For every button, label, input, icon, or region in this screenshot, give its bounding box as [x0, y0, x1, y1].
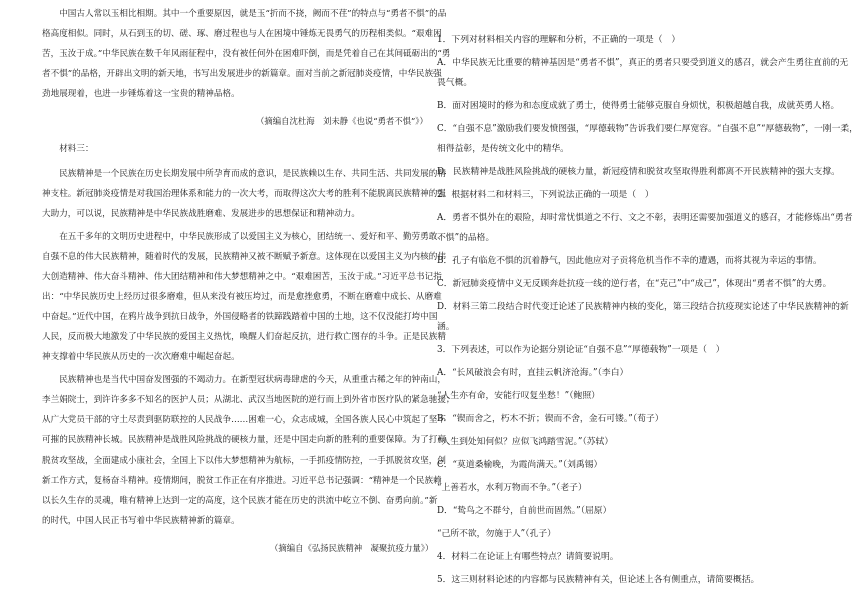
text-line: 中奋起。”近代中国，在鸦片战争到抗日战争，外国侵略者的铁蹄践踏着中国的土地，这不仅没能打垮中国: [42, 312, 438, 322]
answer-option: D．民族精神是战胜风险挑战的硬核力量，新冠疫情和脱贫攻坚取得胜利都离不开民族精神的强大支撑。: [437, 167, 840, 177]
answer-option: “人生到处知何似？应似飞鸿踏雪泥。”（苏轼）: [437, 437, 614, 447]
answer-option: A．勇者不惧外在的艰险，却时常忧惧道之不行、文之不彰，表明还需要加强道义的感召，才能修炼出“勇者: [437, 213, 853, 223]
answer-option: B．面对困境时的修为和态度成就了勇士，使得勇士能够克服自身烦忧，积极超越自我，成就英勇人格。: [437, 101, 840, 111]
answer-option: 不惧”的品格。: [437, 233, 495, 243]
answer-option: 涵。: [437, 322, 455, 332]
text-line: 民族精神也是当代中国奋发图强的不竭动力。在新型冠状病毒肆虐的今天，从重重古稀之年的钟南山，: [42, 375, 446, 385]
answer-option: B．“锲而舍之，朽木不折；锲而不舍，金石可镂。”（荀子）: [437, 414, 664, 424]
text-line: 出：“中华民族历史上经历过很多磨难，但从来没有被压垮过，而是愈挫愈勇，不断在磨难中成长、从磨难: [42, 292, 442, 302]
text-line: 自强不息的伟大民族精神，随着时代的发展，民族精神又被不断赋予新意。这体现在以爱国主义为内核的伟: [42, 252, 446, 262]
answer-option: A．“长风破浪会有时，直挂云帆济沧海。”（李白）: [437, 368, 629, 378]
section-heading: 材料三：: [42, 144, 94, 154]
text-line: 李兰娟院士，到许许多多不知名的医护人员；从湖北、武汉当地医院的逆行而上到外省市医疗队的紧急驰援；: [42, 395, 455, 405]
text-line: 大创造精神、伟大奋斗精神、伟大团结精神和伟大梦想精神之中。“艰难困苦，玉汝于成。”习近平总书记指: [42, 272, 442, 282]
answer-option: B．孔子有临危不惧的沉着静气，因此他应对子贡将危机当作不幸的遭遇，而将其视为幸运的事情。: [437, 256, 822, 266]
question-stem: 3．下列表述，可以作为论据分别论证“自强不息”“厚德载物”一项是（ ）: [437, 345, 725, 355]
text-line: 劲地展现着，也进一步锤炼着这一宝贵的精神品格。: [42, 89, 240, 99]
answer-option: D．材料三第二段结合时代变迁论述了民族精神内核的变化，第三段结合抗疫现实论述了中华民族精神的新: [437, 302, 849, 312]
text-line: 人民，反而极大地激发了中华民族的爱国主义热忱，唤醒人们奋起反抗，进行救亡图存的斗争。正是民族精: [42, 332, 446, 342]
text-line: 脱贫攻坚战，全面建成小康社会，全国上下以伟大梦想精神为航标，一手抓疫情防控，一手抓脱贫攻坚，创: [42, 456, 446, 466]
text-line: 苦，玉汝于成。”中华民族在数千年风雨征程中，没有被任何外在困难吓倒，而是凭着自己在其间砥砺出的“勇: [42, 49, 451, 59]
source-note: （摘编自沈杜海 刘未静《也说“勇者不惧”》）: [256, 116, 428, 126]
answer-option: “己所不欲，勿施于人”（孔子）: [437, 529, 556, 539]
question-stem: 2．根据材料二和材料三，下列说法正确的一项是（ ）: [437, 190, 654, 200]
answer-option: C．新冠肺炎疫情中义无反顾奔赴抗疫一线的逆行者，在“克己”中“成己”，体现出“勇者不惧”的大勇。: [437, 279, 832, 289]
text-line: 大助力，可以说，民族精神是中华民族战胜磨难、发展进步的思想保证和精神动力。: [42, 209, 360, 219]
answer-option: A．中华民族无比重要的精神基因是“勇者不惧”，真正的勇者只要受到道义的感召，就会产生勇往直前的无: [437, 58, 849, 68]
text-line: 民族精神是一个民族在历史长期发展中所孕育而成的意识，是民族赖以生存、共同生活、共同发展的精: [42, 169, 446, 179]
source-note: （摘编自《弘扬民族精神 凝聚抗疫力量》）: [270, 543, 434, 553]
text-line: 的时代，中国人民正书写着中华民族精神新的篇章。: [42, 516, 240, 526]
text-line: 在五千多年的文明历史进程中，中华民族形成了以爱国主义为核心，团结统一、爱好和平、勤劳勇敢、: [42, 232, 446, 242]
answer-option: C．“莫道桑榆晚，为霞尚满天。”（刘禹锡）: [437, 460, 603, 470]
answer-option: “上善若水，水利万物而不争。”（老子）: [437, 483, 587, 493]
text-line: 者不惧”的品格，开辟出文明的新天地，书写出发展进步的新篇章。面对当前之新冠肺炎疫情，中华民族强: [42, 69, 442, 79]
answer-option: 相得益彰，是传统文化中的精华。: [437, 144, 569, 154]
answer-option: D．“鸷鸟之不群兮，自前世而固然。”（屈原）: [437, 506, 612, 516]
answer-option: “人生亦有命，安能行叹复坐愁！”（鲍照）: [437, 391, 600, 401]
text-line: 新工作方式，复杨奋斗精神。疫情期间，脱贫工作正在有序推进。习近平总书记强调：“精神是一个民族赖: [42, 476, 442, 486]
answer-option: 畏气概。: [437, 78, 473, 88]
question-stem: 4．材料二在论证上有哪些特点？请简要说明。: [437, 552, 619, 562]
text-line: 可摧的民族精神长城。民族精神是战胜风险挑战的硬核力量，还是中国走向新的胜利的重要保障。为了打赢: [42, 435, 446, 445]
text-line: 神支柱。新冠肺炎疫情是对我国治理体系和能力的一次大考，而取得这次大考的胜利不能脱离民族精神的强: [42, 189, 446, 199]
text-line: 中国古人常以玉相比相期。其中一个重要原因，就是玉“折而不挠，阙而不荏”的特点与“勇者不惧”的品: [42, 9, 447, 19]
answer-option: C．“自强不息”激励我们要发愤图强，“厚德载物”告诉我们要仁厚宽容。“自强不息”“厚德载物”，一刚一柔，: [437, 124, 858, 134]
question-stem: 1．下列对材料相关内容的理解和分析，不正确的一项是（ ）: [437, 35, 681, 45]
text-line: 神支撑着中华民族从历史的一次次磨难中崛起奋起。: [42, 352, 240, 362]
text-line: 从广大党员干部的守土尽责到驱防联控的人民战争……困难一心，众志成城，全国各族人民心中筑起了坚不: [42, 415, 446, 425]
text-line: 以长久生存的灵魂，唯有精神上达到一定的高度，这个民族才能在历史的洪流中屹立不倒、奋勇向前。”新: [42, 496, 438, 506]
question-stem: 5．这三则材料论述的内容都与民族精神有关，但论述上各有侧重点，请简要概括。: [437, 575, 760, 585]
text-line: 格高度相似。同时，从石到玉的切、磋、琢、磨过程也与人在困境中锤炼无畏勇气的历程相类似。“艰难困: [42, 29, 442, 39]
